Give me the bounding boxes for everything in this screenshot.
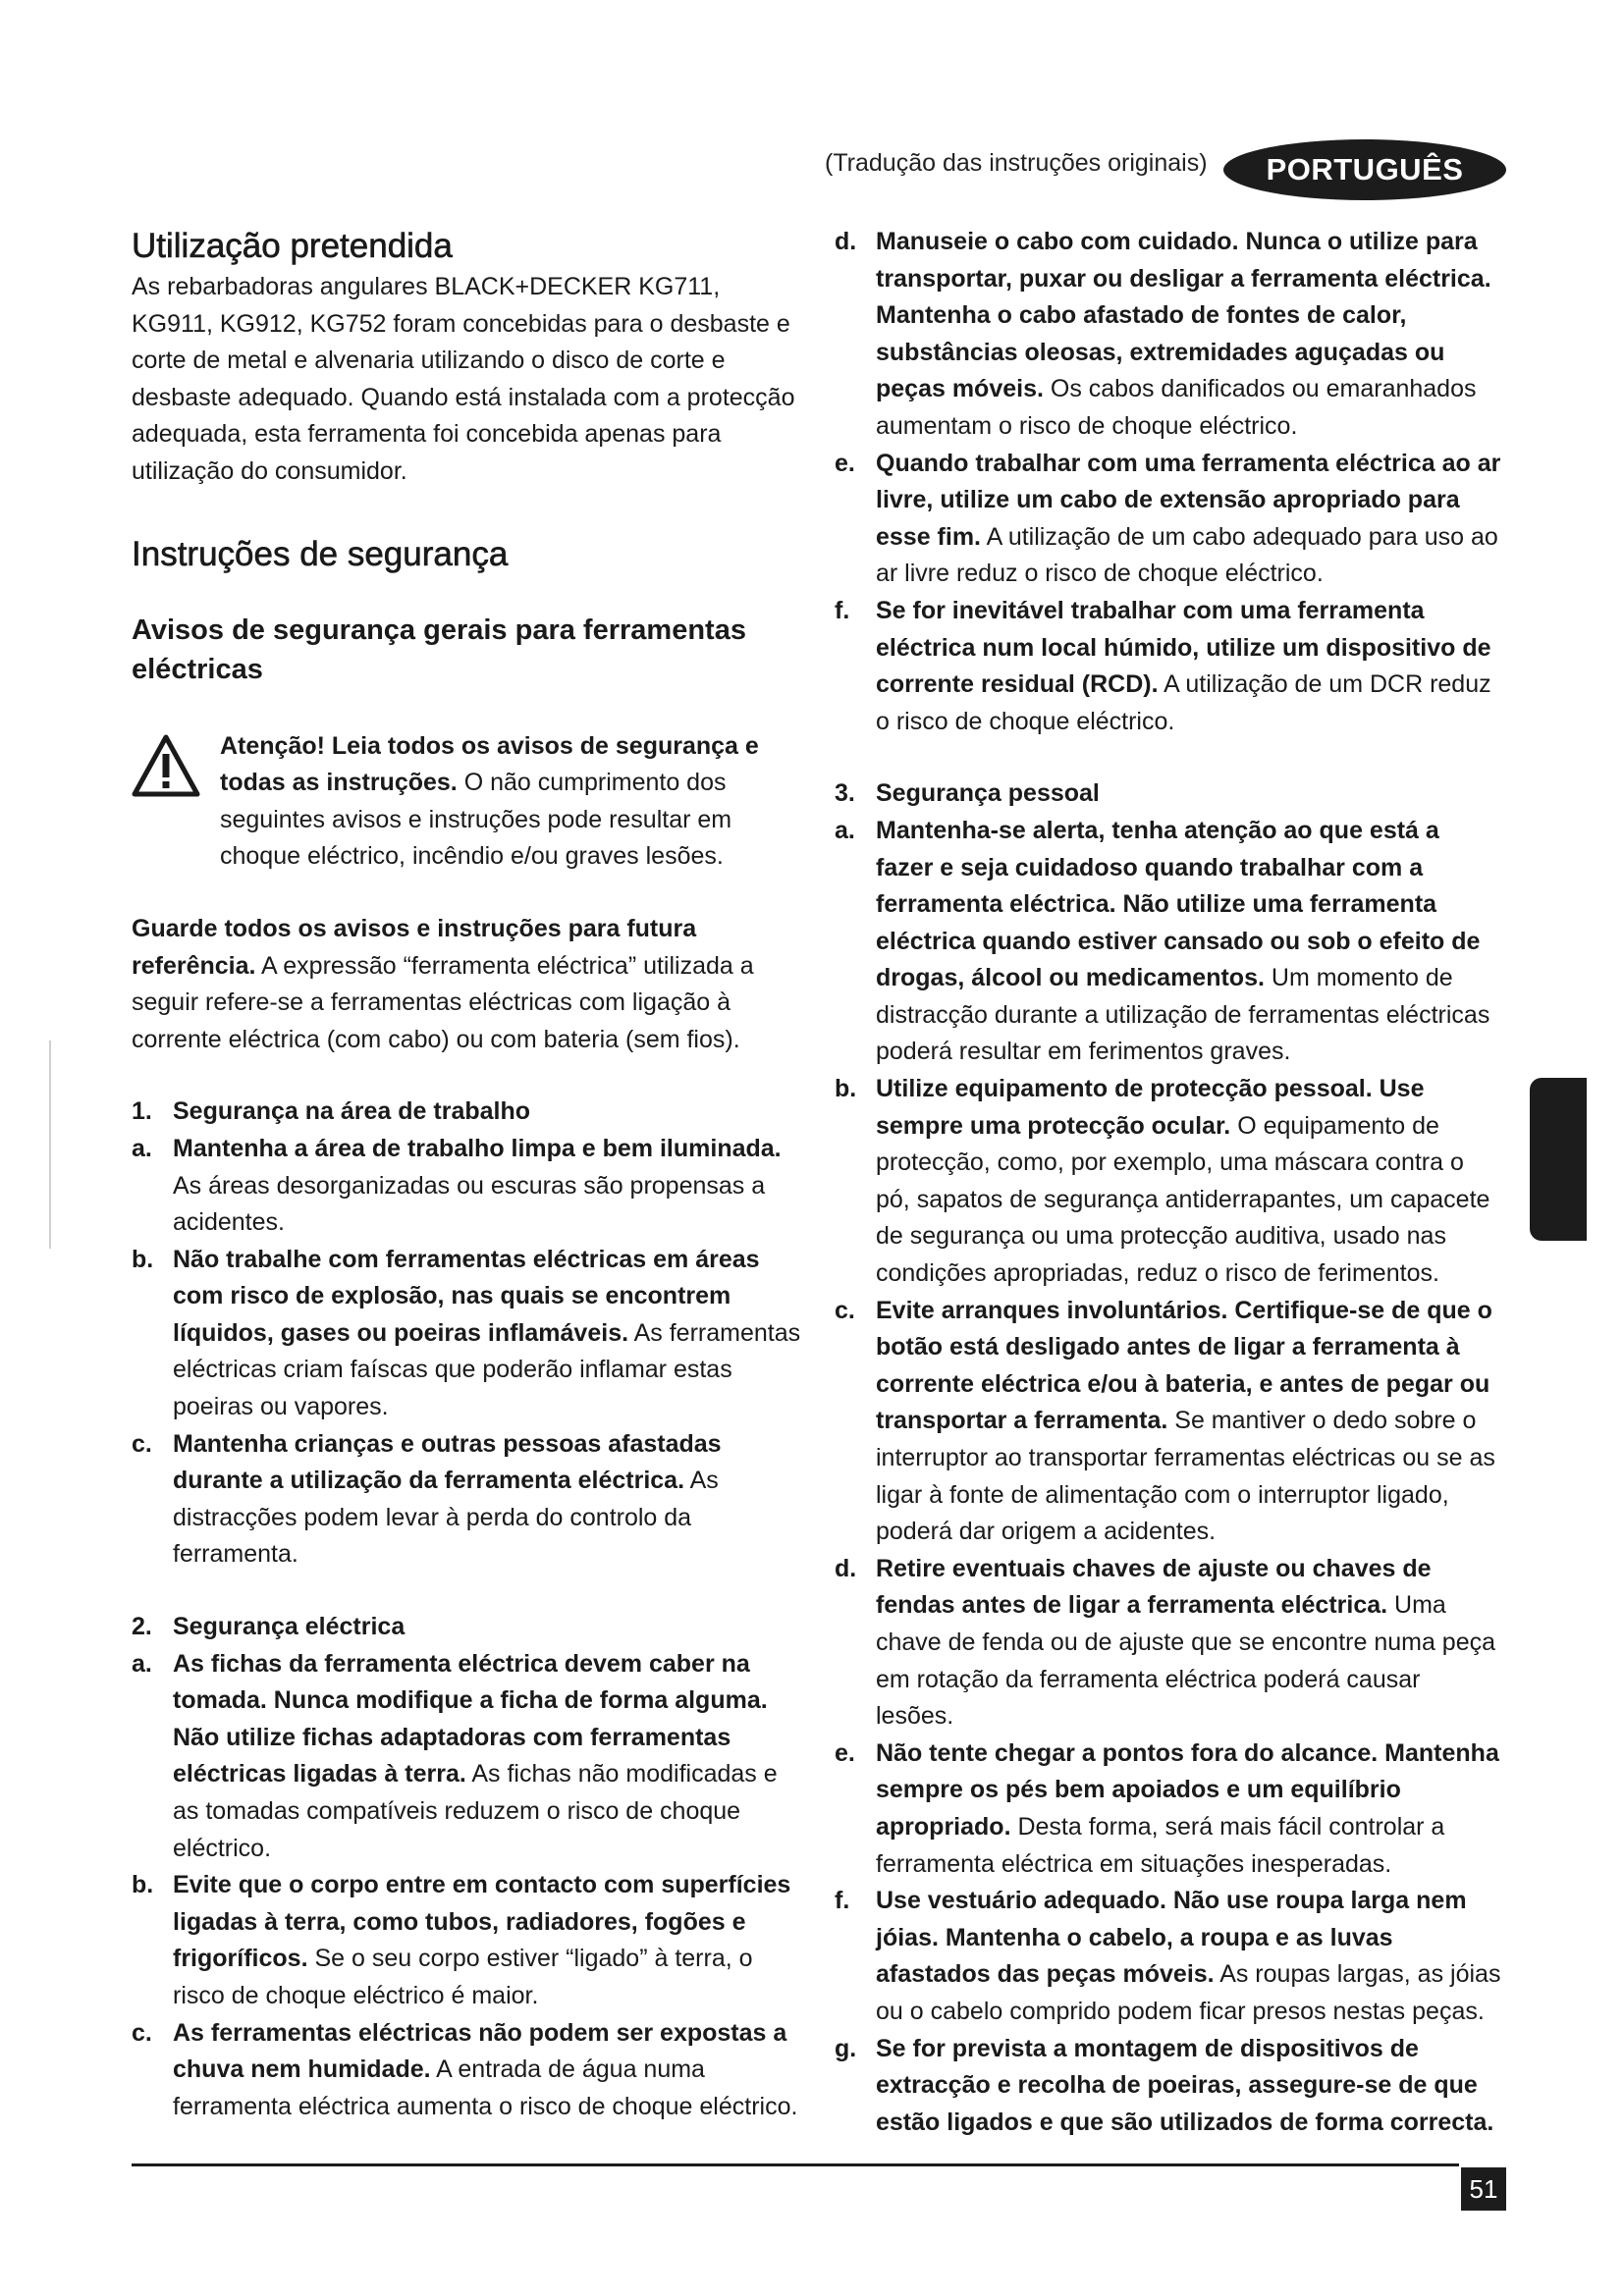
warning-paragraph [220, 728, 801, 876]
section-2-heading [132, 1609, 801, 1646]
list-item [132, 1867, 801, 2014]
list-item-bold: Não tente chegar a pontos fora do alcance. Mantenha sempre os pés bem apoiados e um equilíbrio apropriado. [876, 1738, 1499, 1841]
warning-body-text: O não cumprimento dos seguintes avisos e instruções pode resultar em choque eléctrico, incêndio e/ou graves lesões. [220, 769, 732, 871]
list-item-text: Os cabos danificados ou emaranhados aumentam o risco de choque eléctrico. [876, 375, 1477, 440]
footer-rule [132, 2163, 1459, 2166]
list-item [835, 1551, 1502, 1735]
list-item-bold: Mantenha crianças e outras pessoas afastadas durante a utilização da ferramenta eléctrica. [173, 1429, 722, 1495]
safety-heading: Instruções de segurança [132, 534, 509, 573]
list-item-marker: g. [835, 2034, 857, 2062]
list-item-text: As ferramentas eléctricas criam faíscas que poderão inflamar estas poeiras ou vapores. [173, 1318, 801, 1421]
list-item [835, 593, 1502, 740]
list-item-marker: b. [132, 1871, 154, 1899]
list-item-text: Uma chave de fenda ou de ajuste que se encontre numa peça em rotação da ferramenta eléctrica poderá causar lesões. [876, 1591, 1496, 1731]
list-item-bold: Quando trabalhar com uma ferramenta eléctrica ao ar livre, utilize um cabo de extensão apropriado para esse fim. [876, 449, 1501, 551]
general-warnings-heading: Avisos de segurança gerais para ferramentas eléctricas [132, 614, 746, 685]
section-2-list-continued [835, 224, 1502, 740]
list-item-marker: a. [132, 1134, 152, 1162]
list-item-marker: b. [835, 1075, 857, 1103]
list-item-bold: Manuseie o cabo com cuidado. Nunca o utilize para transportar, puxar ou desligar a ferramenta eléctrica. Mantenha o cabo afastado de fontes de calor, substâncias oleosas, extremidades aguçadas ou peças móveis. [876, 228, 1491, 403]
save-instructions-paragraph [132, 911, 801, 1058]
section-2-number: 2. [132, 1613, 152, 1641]
list-item-text: Desta forma, será mais fácil controlar a ferramenta eléctrica em situações inesperadas. [876, 1812, 1445, 1878]
list-item-bold: As fichas da ferramenta eléctrica devem caber na tomada. Nunca modifique a ficha de forma alguma. Não utilize fichas adaptadoras com ferramentas eléctricas ligadas à terra. [173, 1649, 768, 1789]
right-column [835, 224, 1502, 2141]
list-item [132, 1131, 801, 1242]
list-item [835, 224, 1502, 446]
list-item-text: Se mantiver o dedo sobre o interruptor ao transportar ferramentas eléctricas ou se as ligar à fonte de alimentação com o interruptor ligado, poderá dar origem a acidentes. [876, 1407, 1495, 1546]
list-item [132, 1426, 801, 1574]
save-body-text: A expressão “ferramenta eléctrica” utilizada a seguir refere-se a ferramentas eléctricas com ligação à corrente eléctrica (com cabo) ou com bateria (sem fios). [132, 951, 754, 1053]
list-item [835, 446, 1502, 593]
list-item-marker: e. [835, 1738, 855, 1767]
warning-block [132, 728, 801, 876]
list-item-marker: c. [132, 2018, 152, 2047]
section-1-title: Segurança na área de trabalho [173, 1097, 531, 1126]
intended-use-heading: Utilização pretendida [132, 227, 453, 265]
section-2-title: Segurança eléctrica [173, 1613, 406, 1641]
list-item-text: Se o seu corpo estiver “ligado” à terra, o risco de choque eléctrico é maior. [173, 1945, 753, 2009]
section-3-list [835, 813, 1502, 2141]
list-item-marker: f. [835, 1887, 850, 1915]
list-item-text: O equipamento de protecção, como, por exemplo, uma máscara contra o pó, sapatos de segurança antiderrapantes, um capacete de segurança ou uma protecção auditiva, usado nas condições apropriadas, reduz o risco de ferimentos. [876, 1111, 1490, 1288]
warning-bold-text: Atenção! Leia todos os avisos de segurança e todas as instruções. [220, 731, 759, 797]
section-3-heading [835, 775, 1502, 813]
margin-line [49, 1041, 51, 1249]
list-item [835, 1071, 1502, 1293]
list-item-bold: Retire eventuais chaves de ajuste ou chaves de fendas antes de ligar a ferramenta eléctrica. [876, 1554, 1432, 1620]
section-1-heading [132, 1094, 801, 1131]
side-section-tab [1530, 1078, 1587, 1241]
left-column [132, 224, 801, 2125]
list-item-bold: Não trabalhe com ferramentas eléctricas em áreas com risco de explosão, nas quais se encontrem líquidos, gases ou poeiras inflamáveis. [173, 1245, 760, 1347]
list-item-marker: c. [132, 1429, 152, 1458]
list-item-bold: Utilize equipamento de protecção pessoal. Use sempre uma protecção ocular. [876, 1075, 1425, 1140]
list-item [835, 813, 1502, 1071]
list-item-bold: Se for prevista a montagem de dispositivos de extracção e recolha de poeiras, assegure-se de que estão ligados e que são utilizados de forma correcta. [876, 2034, 1494, 2136]
list-item-bold: Mantenha-se alerta, tenha atenção ao que está a fazer e seja cuidadoso quando trabalhar com a ferramenta eléctrica. Não utilize uma ferramenta eléctrica quando estiver cansado ou sob o efeito de drogas, álcool ou medicamentos. [876, 816, 1481, 992]
list-item-bold: Evite arranques involuntários. Certifique-se de que o botão está desligado antes de ligar a ferramenta à corrente eléctrica e/ou à bateria, e antes de pegar ou transportar a ferramenta. [876, 1296, 1492, 1435]
language-badge: PORTUGUÊS [1223, 139, 1506, 200]
list-item-marker: d. [835, 1554, 857, 1582]
list-item-bold: Evite que o corpo entre em contacto com superfícies ligadas à terra, como tubos, radiadores, fogões e frigoríficos. [173, 1871, 791, 1973]
list-item [132, 1646, 801, 1868]
translation-note: (Tradução das instruções originais) [825, 149, 1208, 177]
list-item-marker: e. [835, 449, 855, 477]
list-item-text: Um momento de distracção durante a utilização de ferramentas eléctricas poderá resultar em ferimentos graves. [876, 964, 1490, 1066]
section-2-list [132, 1646, 801, 2126]
list-item-marker: a. [835, 816, 855, 844]
list-item-bold: As ferramentas eléctricas não podem ser expostas a chuva nem humidade. [173, 2018, 787, 2084]
save-bold-text: Guarde todos os avisos e instruções para futura referência. [132, 914, 697, 980]
list-item-marker: f. [835, 596, 850, 624]
list-item [835, 2031, 1502, 2142]
section-1-list [132, 1131, 801, 1574]
list-item-marker: a. [132, 1649, 152, 1678]
list-item-bold: Mantenha a área de trabalho limpa e bem iluminada. [173, 1134, 782, 1162]
warning-triangle-icon [132, 734, 200, 797]
list-item-bold: Se for inevitável trabalhar com uma ferramenta eléctrica num local húmido, utilize um dispositivo de corrente residual (RCD). [876, 596, 1491, 699]
list-item-text: A entrada de água numa ferramenta eléctrica aumenta o risco de choque eléctrico. [173, 2056, 798, 2120]
list-item [835, 1293, 1502, 1551]
list-item-text: As áreas desorganizadas ou escuras são propensas a acidentes. [173, 1171, 766, 1237]
list-item-text: As fichas não modificadas e as tomadas compatíveis reduzem o risco de choque eléctrico. [173, 1760, 778, 1862]
list-item-marker: d. [835, 228, 857, 255]
intended-use-text: As rebarbadoras angulares BLACK+DECKER KG711, KG911, KG912, KG752 foram concebidas para o desbaste e corte de metal e alvenaria utilizando o disco de corte e desbaste adequado. Quando está instalada com a protecção adequada, esta ferramenta foi concebida apenas para utilização do consumidor. [132, 273, 795, 485]
list-item-marker: c. [835, 1296, 855, 1324]
list-item [132, 2015, 801, 2126]
list-item-marker: b. [132, 1245, 154, 1273]
section-1-number: 1. [132, 1097, 152, 1126]
list-item-text: As roupas largas, as jóias ou o cabelo comprido podem ficar presos nestas peças. [876, 1960, 1501, 2025]
section-3-title: Segurança pessoal [876, 779, 1100, 808]
section-3-number: 3. [835, 779, 855, 808]
page-number: 51 [1461, 2167, 1506, 2211]
list-item-text: As distracções podem levar à perda do controlo da ferramenta. [173, 1467, 719, 1569]
list-item [132, 1242, 801, 1426]
list-item-text: A utilização de um cabo adequado para uso ao ar livre reduz o risco de choque eléctrico. [876, 522, 1498, 588]
list-item-bold: Use vestuário adequado. Não use roupa larga nem jóias. Mantenha o cabelo, a roupa e as luvas afastados das peças móveis. [876, 1887, 1467, 1989]
list-item [835, 1735, 1502, 1883]
list-item [835, 1883, 1502, 2030]
list-item-text: A utilização de um DCR reduz o risco de choque eléctrico. [876, 670, 1491, 735]
